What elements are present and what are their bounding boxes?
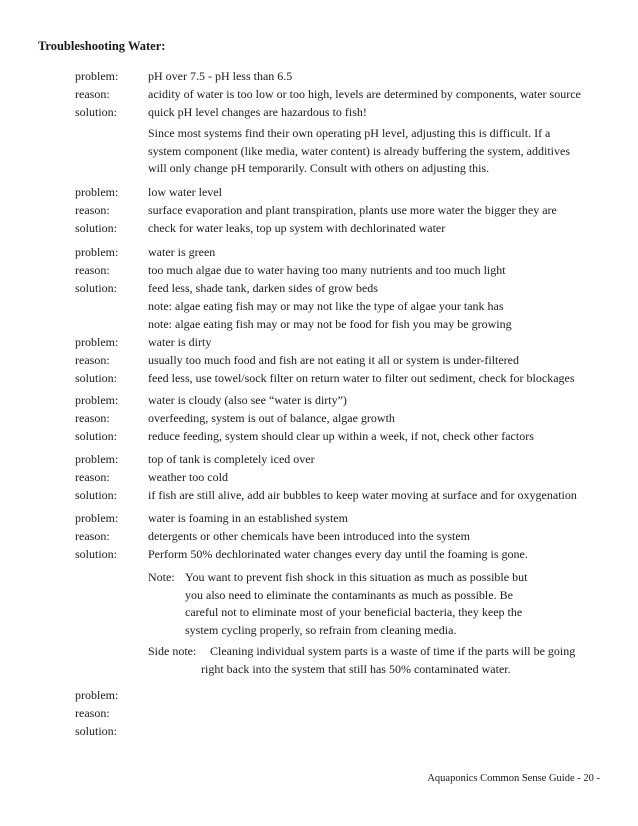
- troubleshoot-item-dirty: [75, 333, 615, 387]
- problem-text: top of tank is completely iced over: [148, 452, 315, 466]
- solution-text: reduce feeding, system should clear up within a week, if not, check other factors: [148, 429, 534, 443]
- solution-text: if fish are still alive, add air bubbles to keep water moving at surface and for oxygenation: [148, 488, 577, 502]
- solution-label: solution:: [75, 371, 118, 385]
- solution-note: note: algae eating fish may or may not like the type of algae your tank has: [148, 299, 504, 313]
- solution-note: note: algae eating fish may or may not be food for fish you may be growing: [148, 317, 512, 331]
- paragraph-line: will only change pH temporarily. Consult with others on adjusting this.: [148, 161, 490, 175]
- solution-text: check for water leaks, top up system with dechlorinated water: [148, 221, 446, 235]
- problem-text: water is foaming in an established system: [148, 511, 348, 525]
- problem-label: problem:: [75, 185, 119, 199]
- problem-text: pH over 7.5 - pH less than 6.5: [148, 69, 293, 83]
- solution-text: quick pH level changes are hazardous to fish!: [148, 105, 367, 119]
- reason-label: reason:: [75, 470, 110, 484]
- reason-text: usually too much food and fish are not eating it all or system is under-filtered: [148, 353, 520, 367]
- problem-label: problem:: [75, 511, 119, 525]
- problem-text: water is cloudy (also see “water is dirty”): [148, 393, 347, 407]
- reason-text: acidity of water is too low or too high, levels are determined by components, water source: [148, 87, 581, 101]
- troubleshoot-item-green: [75, 243, 615, 333]
- problem-label: problem:: [75, 245, 119, 259]
- side-note-label: Side note:: [148, 644, 197, 658]
- solution-label: solution:: [75, 429, 118, 443]
- solution-text: Perform 50% dechlorinated water changes every day until the foaming is gone.: [148, 547, 528, 561]
- note-line: You want to prevent fish shock in this situation as much as possible but: [185, 570, 528, 584]
- note-line: you also need to eliminate the contaminants as much as possible. Be: [185, 587, 513, 602]
- problem-label: problem:: [75, 452, 119, 466]
- reason-text: overfeeding, system is out of balance, algae growth: [148, 411, 395, 425]
- problem-label: problem:: [75, 688, 119, 702]
- page-title: Troubleshooting Water:: [38, 39, 166, 53]
- problem-label: problem:: [75, 393, 119, 407]
- troubleshoot-item-blank: [75, 686, 615, 740]
- troubleshoot-item-cloudy: [75, 391, 615, 445]
- reason-label: reason:: [75, 353, 110, 367]
- note-label: Note:: [148, 570, 175, 584]
- troubleshoot-item-iced: [75, 450, 615, 504]
- reason-label: reason:: [75, 411, 110, 425]
- troubleshoot-item-ph: [75, 67, 615, 121]
- paragraph-line: Since most systems find their own operating pH level, adjusting this is difficult. If a: [148, 126, 551, 140]
- solution-label: solution:: [75, 724, 118, 738]
- solution-text: feed less, shade tank, darken sides of grow beds: [148, 281, 378, 295]
- side-note-line: right back into the system that still has 50% contaminated water.: [201, 661, 511, 676]
- problem-text: water is dirty: [148, 335, 212, 349]
- troubleshoot-item-low-water: [75, 183, 615, 237]
- side-note-line: Cleaning individual system parts is a waste of time if the parts will be going: [210, 644, 576, 658]
- solution-label: solution:: [75, 105, 118, 119]
- reason-text: surface evaporation and plant transpiration, plants use more water the bigger they are: [148, 203, 557, 217]
- reason-text: too much algae due to water having too many nutrients and too much light: [148, 263, 506, 277]
- problem-label: problem:: [75, 335, 119, 349]
- solution-label: solution:: [75, 221, 118, 235]
- solution-label: solution:: [75, 488, 118, 502]
- troubleshoot-item-foaming: [75, 509, 615, 563]
- reason-label: reason:: [75, 706, 110, 720]
- reason-label: reason:: [75, 263, 110, 277]
- reason-text: weather too cold: [148, 470, 228, 484]
- ph-paragraph: [148, 125, 608, 178]
- problem-text: low water level: [148, 185, 222, 199]
- reason-label: reason:: [75, 529, 110, 543]
- solution-text: feed less, use towel/sock filter on return water to filter out sediment, check for blockages: [148, 371, 575, 385]
- reason-label: reason:: [75, 87, 110, 101]
- solution-label: solution:: [75, 547, 118, 561]
- reason-label: reason:: [75, 203, 110, 217]
- solution-label: solution:: [75, 281, 118, 295]
- problem-label: problem:: [75, 69, 119, 83]
- note-line: careful not to eliminate most of your beneficial bacteria, they keep the: [185, 605, 523, 619]
- note-line: system cycling properly, so refrain from cleaning media.: [185, 622, 457, 637]
- problem-text: water is green: [148, 245, 216, 259]
- paragraph-line: system component (like media, water content) is already buffering the system, additives: [148, 143, 570, 158]
- reason-text: detergents or other chemicals have been introduced into the system: [148, 529, 471, 543]
- page-footer: Aquaponics Common Sense Guide - 20 -: [427, 773, 600, 784]
